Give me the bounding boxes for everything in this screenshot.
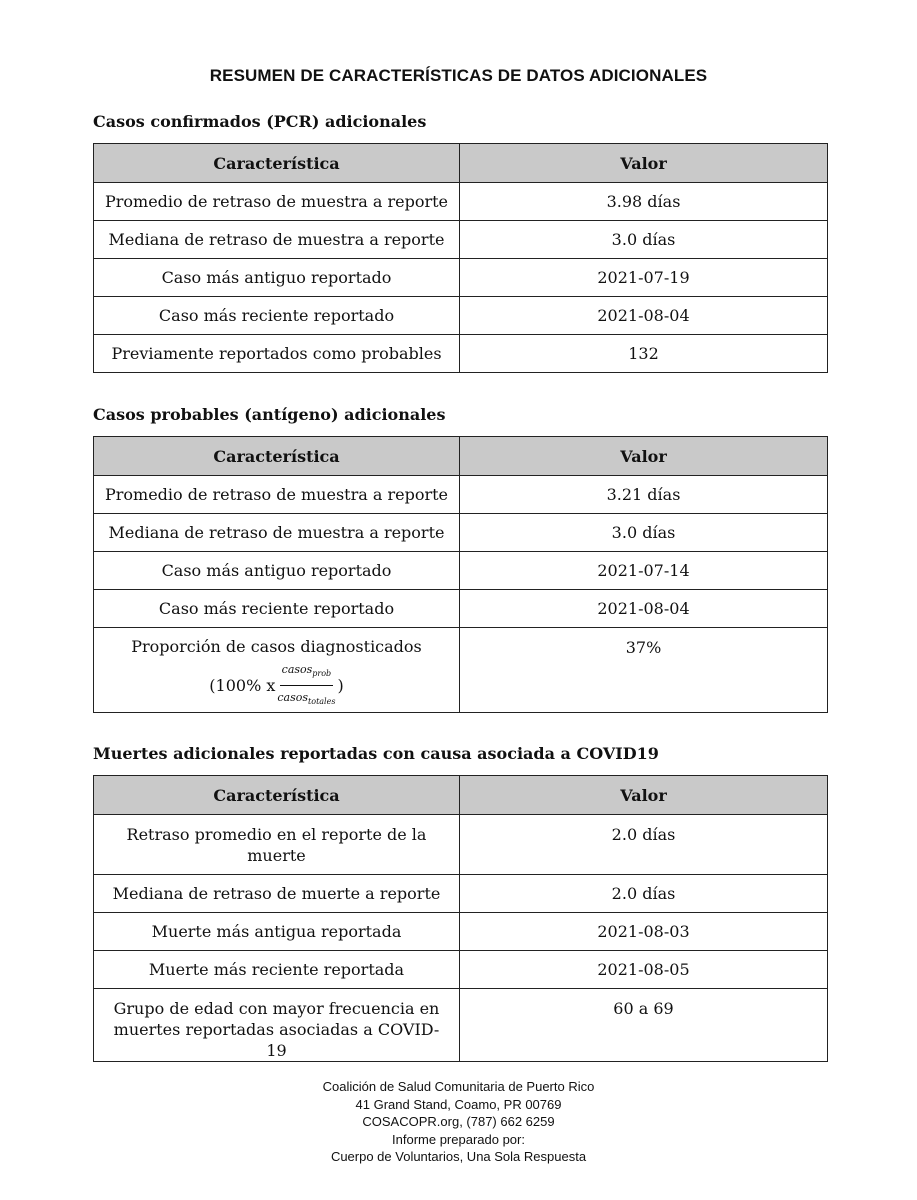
characteristic-cell: Promedio de retraso de muestra a reporte — [94, 183, 460, 221]
value-cell: 2021-07-19 — [460, 259, 828, 297]
value-cell: 2021-08-04 — [460, 297, 828, 335]
table-row — [94, 552, 828, 590]
table-row — [94, 514, 828, 552]
table-header-row — [94, 437, 828, 476]
table-row — [94, 259, 828, 297]
table-row — [94, 628, 828, 713]
value-cell: 2021-08-04 — [460, 590, 828, 628]
pcr-table — [93, 143, 828, 373]
value-cell: 3.0 días — [460, 221, 828, 259]
characteristic-cell: Muerte más antigua reportada — [94, 913, 460, 951]
characteristic-cell: Caso más reciente reportado — [94, 297, 460, 335]
value-cell: 2021-08-03 — [460, 913, 828, 951]
characteristic-cell: Mediana de retraso de muestra a reporte — [94, 221, 460, 259]
proportion-formula — [209, 659, 343, 712]
table-row — [94, 875, 828, 913]
antigen-section-heading: Casos probables (antígeno) adicionales — [93, 405, 446, 424]
footer-prepared-by: Cuerpo de Voluntarios, Una Sola Respuesta — [330, 1149, 587, 1164]
value-cell: 132 — [460, 335, 828, 373]
value-cell: 60 a 69 — [460, 989, 828, 1062]
fraction-denominator: casos$_{totales}$ — [277, 691, 336, 707]
table-row — [94, 297, 828, 335]
deaths-section-heading: Muertes adicionales reportadas con causa asociada a COVID19 — [93, 744, 659, 763]
value-cell: 2.0 días — [460, 815, 828, 875]
footer — [0, 1078, 917, 1166]
column-header-value: Valor — [460, 144, 828, 183]
characteristic-cell: Caso más reciente reportado — [94, 590, 460, 628]
value-cell: 2021-07-14 — [460, 552, 828, 590]
column-header-value: Valor — [460, 776, 828, 815]
table-header-row — [94, 776, 828, 815]
column-header-value: Valor — [460, 437, 828, 476]
antigen-table — [93, 436, 828, 713]
characteristic-cell: Promedio de retraso de muestra a reporte — [94, 476, 460, 514]
fraction-numerator: casos$_{prob}$ — [280, 659, 334, 686]
value-cell: 3.98 días — [460, 183, 828, 221]
table-row — [94, 913, 828, 951]
table-row — [94, 590, 828, 628]
characteristic-cell: Caso más antiguo reportado — [94, 552, 460, 590]
table-row — [94, 221, 828, 259]
characteristic-cell: Mediana de retraso de muestra a reporte — [94, 514, 460, 552]
characteristic-cell: Caso más antiguo reportado — [94, 259, 460, 297]
footer-contact: COSACOPR.org, (787) 662 6259 — [362, 1114, 555, 1129]
fraction — [277, 659, 335, 712]
characteristic-cell: Grupo de edad con mayor frecuencia en muertes reportadas asociadas a COVID-19 — [94, 989, 460, 1062]
footer-address: 41 Grand Stand, Coamo, PR 00769 — [355, 1096, 562, 1112]
table-row — [94, 989, 828, 1062]
characteristic-cell: Retraso promedio en el reporte de la muerte — [94, 815, 460, 875]
column-header-characteristic: Característica — [94, 437, 460, 476]
value-cell: 3.21 días — [460, 476, 828, 514]
characteristic-cell: Previamente reportados como probables — [94, 335, 460, 373]
table-header-row — [94, 144, 828, 183]
value-cell: 37% — [460, 628, 828, 713]
table-row — [94, 335, 828, 373]
pcr-section-heading: Casos confirmados (PCR) adicionales — [93, 112, 427, 131]
formula-prefix: (100% x — [209, 676, 276, 696]
footer-prepared-by-label: Informe preparado por: — [392, 1131, 525, 1147]
footer-organization: Coalición de Salud Comunitaria de Puerto Rico — [322, 1079, 595, 1094]
value-cell: 3.0 días — [460, 514, 828, 552]
proportion-label: Proporción de casos diagnosticados — [131, 637, 422, 656]
table-row — [94, 183, 828, 221]
table-row — [94, 951, 828, 989]
formula-suffix: ) — [337, 676, 344, 696]
column-header-characteristic: Característica — [94, 776, 460, 815]
characteristic-cell: Muerte más reciente reportada — [94, 951, 460, 989]
characteristic-cell: Mediana de retraso de muerte a reporte — [94, 875, 460, 913]
page-title: RESUMEN DE CARACTERÍSTICAS DE DATOS ADICIONALES — [209, 66, 708, 85]
value-cell: 2.0 días — [460, 875, 828, 913]
table-row — [94, 815, 828, 875]
table-row — [94, 476, 828, 514]
characteristic-cell — [94, 628, 460, 713]
deaths-table — [93, 775, 828, 1062]
value-cell: 2021-08-05 — [460, 951, 828, 989]
column-header-characteristic: Característica — [94, 144, 460, 183]
